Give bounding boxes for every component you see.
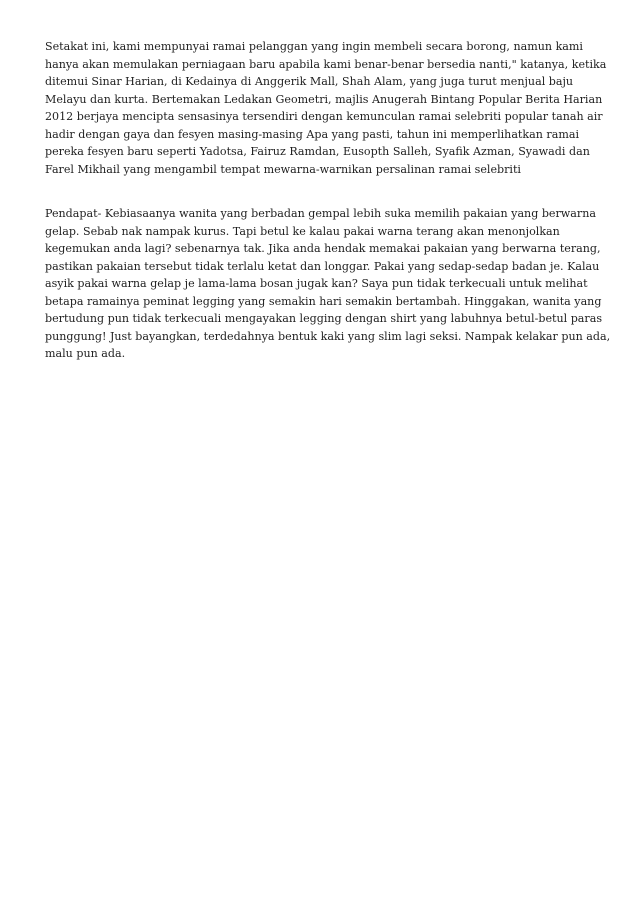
text-line: Farel Mikhail yang mengambil tempat mewarna-warnikan persalinan ramai selebriti <box>45 162 521 176</box>
paragraph-2 <box>45 205 610 363</box>
text-line: pereka fesyen baru seperti Yadotsa, Fairuz Ramdan, Eusopth Salleh, Syafik Azman, Syawadi dan <box>45 145 590 158</box>
text-line: asyik pakai warna gelap je lama-lama bosan jugak kan? Saya pun tidak terkecuali untuk melihat <box>45 277 588 290</box>
text-line: malu pun ada. <box>45 347 126 360</box>
text-line: pastikan pakaian tersebut tidak terlalu ketat dan longgar. Pakai yang sedap-sedap badan je. Kalau <box>45 259 600 273</box>
text-line: 2012 berjaya mencipta sensasinya tersendiri dengan kemunculan ramai selebriti popular tanah air <box>45 110 603 123</box>
text-line: Pendapat- Kebiasaanya wanita yang berbadan gempal lebih suka memilih pakaian yang berwarna <box>45 207 596 220</box>
text-line: betapa ramainya peminat legging yang semakin hari semakin bertambah. Hinggakan, wanita yang <box>45 294 602 308</box>
text-line: Setakat ini, kami mempunyai ramai pelanggan yang ingin membeli secara borong, namun kami <box>45 40 583 53</box>
text-line: hanya akan memulakan perniagaan baru apabila kami benar-benar bersedia nanti," katanya, ketika <box>45 57 607 71</box>
text-line: hadir dengan gaya dan fesyen masing-masing Apa yang pasti, tahun ini memperlihatkan ramai <box>45 127 580 141</box>
text-line: gelap. Sebab nak nampak kurus. Tapi betul ke kalau pakai warna terang akan menonjolkan <box>45 224 560 238</box>
paragraph-1 <box>45 38 606 178</box>
text-line: Melayu dan kurta. Bertemakan Ledakan Geometri, majlis Anugerah Bintang Popular Berita Harian <box>45 92 603 106</box>
text-line: punggung! Just bayangkan, terdedahnya bentuk kaki yang slim lagi seksi. Nampak kelakar pun ada, <box>45 329 611 343</box>
text-line: ditemui Sinar Harian, di Kedainya di Anggerik Mall, Shah Alam, yang juga turut menjual baju <box>45 75 574 88</box>
text-line: kegemukan anda lagi? sebenarnya tak. Jika anda hendak memakai pakaian yang berwarna terang, <box>45 242 601 255</box>
text-line: bertudung pun tidak terkecuali mengayakan legging dengan shirt yang labuhnya betul-betul paras <box>45 312 603 325</box>
